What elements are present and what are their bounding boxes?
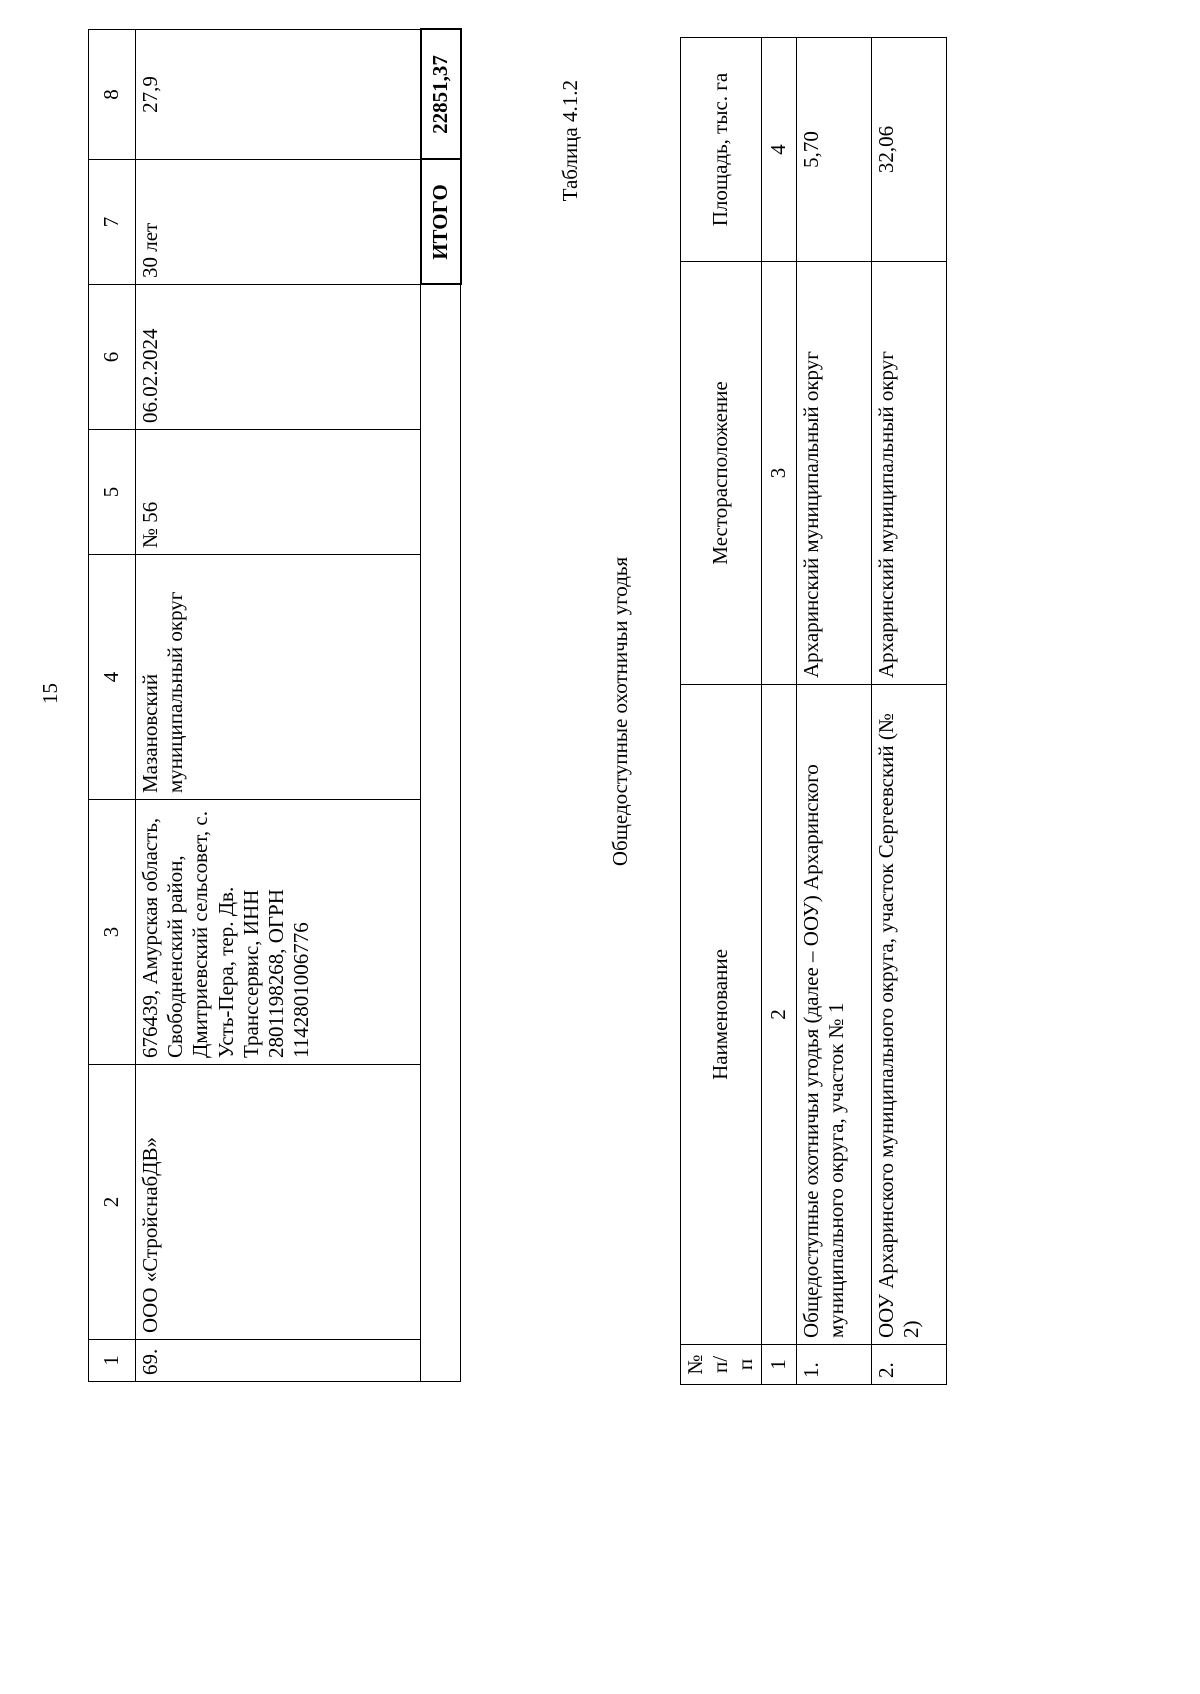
total-row bbox=[421, 30, 461, 1382]
column-number: 2 bbox=[761, 685, 796, 1345]
column-number-row bbox=[761, 38, 796, 1385]
table-row bbox=[871, 38, 946, 1385]
table-caption: Таблица 4.1.2 bbox=[558, 80, 582, 202]
row-number: 1. bbox=[796, 1345, 871, 1385]
header-location: Месторасположение bbox=[681, 262, 762, 685]
location: Мазановский муниципальный округ bbox=[136, 555, 421, 800]
row-name: Общедоступные охотничьи угодья (далее – ООУ) Архаринского муниципального округа, участок № 1 bbox=[796, 685, 871, 1345]
term: 30 лет bbox=[136, 160, 421, 285]
row-location: Архаринский муниципальный округ bbox=[796, 262, 871, 685]
header-cell: 8 bbox=[89, 30, 136, 160]
table-header-row bbox=[681, 38, 762, 1385]
header-cell: 5 bbox=[89, 430, 136, 555]
total-value: 22851,37 bbox=[421, 30, 461, 160]
row-area: 32,06 bbox=[871, 38, 946, 262]
total-empty-cell bbox=[421, 285, 461, 1382]
row-number: 2. bbox=[871, 1345, 946, 1385]
row-area: 5,70 bbox=[796, 38, 871, 262]
column-number: 3 bbox=[761, 262, 796, 685]
header-cell: 4 bbox=[89, 555, 136, 800]
table-row bbox=[136, 30, 421, 1382]
row-location: Архаринский муниципальный округ bbox=[871, 262, 946, 685]
row-name: ООУ Архаринского муниципального округа, участок Сергеевский (№ 2) bbox=[871, 685, 946, 1345]
table-4-1-2 bbox=[680, 37, 947, 1385]
organization-address: 676439, Амурская область, Свободненский район, Дмитриевский сельсовет, с. Усть-Пера, тер. Дв. Транссервис, ИНН 2801198268, ОГРН 1142801006776 bbox=[136, 800, 421, 1065]
page-number: 15 bbox=[38, 683, 62, 704]
table-row bbox=[796, 38, 871, 1385]
area: 27,9 bbox=[136, 30, 421, 160]
row-number: 69. bbox=[136, 1340, 421, 1382]
header-area: Площадь, тыс. га bbox=[681, 38, 762, 262]
header-number: № п/п bbox=[681, 1345, 762, 1385]
header-cell: 6 bbox=[89, 285, 136, 430]
column-number: 1 bbox=[761, 1345, 796, 1385]
header-name: Наименование bbox=[681, 685, 762, 1345]
organization-name: ООО «СтройснабДВ» bbox=[136, 1065, 421, 1340]
header-cell: 2 bbox=[89, 1065, 136, 1340]
total-label: ИТОГО bbox=[421, 160, 461, 285]
date: 06.02.2024 bbox=[136, 285, 421, 430]
column-number: 4 bbox=[761, 38, 796, 262]
header-cell: 7 bbox=[89, 160, 136, 285]
header-cell: 1 bbox=[89, 1340, 136, 1382]
header-cell: 3 bbox=[89, 800, 136, 1065]
table-header-row bbox=[89, 30, 136, 1382]
table-title: Общедоступные охотничьи угодья bbox=[608, 556, 632, 867]
document-number: № 56 bbox=[136, 430, 421, 555]
table-4-1-1-continuation bbox=[88, 29, 462, 1383]
